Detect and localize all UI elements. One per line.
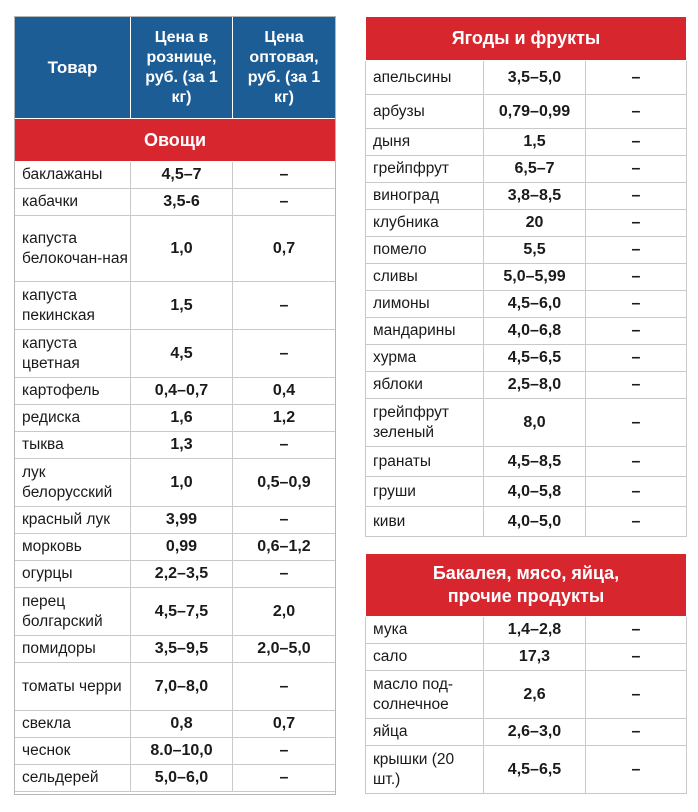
table-row <box>15 534 336 561</box>
wholesale-price: – <box>586 183 687 210</box>
table-row <box>366 156 687 183</box>
wholesale-price: – <box>586 477 687 507</box>
section-title-vegetables: Овощи <box>15 119 336 162</box>
column-header-retail-price: Цена в рознице, руб. (за 1 кг) <box>131 17 233 119</box>
product-name: яблоки <box>366 372 484 399</box>
table-row <box>366 183 687 210</box>
table-row <box>15 459 336 507</box>
table-row <box>366 345 687 372</box>
table-row <box>366 671 687 719</box>
wholesale-price: – <box>233 561 336 588</box>
product-name: грейпфрут зеленый <box>366 399 484 447</box>
wholesale-price: – <box>233 663 336 711</box>
wholesale-price: – <box>586 210 687 237</box>
wholesale-price: 0,5–0,9 <box>233 459 336 507</box>
product-name: морковь <box>15 534 131 561</box>
wholesale-price: – <box>233 765 336 792</box>
retail-price: 0,8 <box>131 711 233 738</box>
retail-price: 1,0 <box>131 459 233 507</box>
retail-price: 1,5 <box>484 129 586 156</box>
product-name: чеснок <box>15 738 131 765</box>
wholesale-price: – <box>233 738 336 765</box>
wholesale-price: – <box>586 345 687 372</box>
grocery-price-table <box>365 553 687 794</box>
product-name: дыня <box>366 129 484 156</box>
table-row <box>15 432 336 459</box>
table-row <box>15 378 336 405</box>
product-name: капуста белокочан-ная <box>15 216 131 282</box>
table-row <box>366 61 687 95</box>
retail-price: 4,5 <box>131 330 233 378</box>
retail-price: 4,5–6,0 <box>484 291 586 318</box>
table-row <box>15 282 336 330</box>
product-name: мука <box>366 617 484 644</box>
table-row <box>366 644 687 671</box>
wholesale-price: – <box>233 189 336 216</box>
product-name: мандарины <box>366 318 484 345</box>
retail-price: 17,3 <box>484 644 586 671</box>
product-name: сливы <box>366 264 484 291</box>
retail-price: 4,5–7 <box>131 162 233 189</box>
product-name: томаты черри <box>15 663 131 711</box>
wholesale-price: – <box>233 507 336 534</box>
product-name: кабачки <box>15 189 131 216</box>
table-row <box>15 561 336 588</box>
wholesale-price: – <box>233 282 336 330</box>
table-row <box>15 162 336 189</box>
retail-price: 7,0–8,0 <box>131 663 233 711</box>
table-row <box>366 372 687 399</box>
retail-price: 4,0–5,8 <box>484 477 586 507</box>
product-name: масло под-солнечное <box>366 671 484 719</box>
wholesale-price: – <box>586 719 687 746</box>
retail-price: 4,0–6,8 <box>484 318 586 345</box>
table-row <box>366 746 687 794</box>
retail-price: 1,4–2,8 <box>484 617 586 644</box>
retail-price: 1,3 <box>131 432 233 459</box>
retail-price: 5,0–5,99 <box>484 264 586 291</box>
retail-price: 6,5–7 <box>484 156 586 183</box>
wholesale-price: 1,2 <box>233 405 336 432</box>
product-name: картофель <box>15 378 131 405</box>
table-row <box>366 719 687 746</box>
table-row <box>15 507 336 534</box>
retail-price: 5,5 <box>484 237 586 264</box>
product-name: груши <box>366 477 484 507</box>
table-row <box>366 617 687 644</box>
wholesale-price: – <box>586 447 687 477</box>
product-name: редиска <box>15 405 131 432</box>
retail-price: 2,2–3,5 <box>131 561 233 588</box>
retail-price: 1,0 <box>131 216 233 282</box>
wholesale-price: – <box>586 671 687 719</box>
retail-price: 0,99 <box>131 534 233 561</box>
table-row <box>15 405 336 432</box>
table-row <box>15 711 336 738</box>
wholesale-price: – <box>586 318 687 345</box>
retail-price: 1,6 <box>131 405 233 432</box>
wholesale-price: – <box>586 156 687 183</box>
vegetables-price-table <box>14 16 336 792</box>
table-row <box>15 738 336 765</box>
product-name: огурцы <box>15 561 131 588</box>
table-row <box>15 765 336 792</box>
product-name: арбузы <box>366 95 484 129</box>
table-row <box>366 507 687 537</box>
product-name: баклажаны <box>15 162 131 189</box>
retail-price: 2,6–3,0 <box>484 719 586 746</box>
retail-price: 3,5-6 <box>131 189 233 216</box>
product-name: капуста пекинская <box>15 282 131 330</box>
wholesale-price: – <box>586 746 687 794</box>
product-name: гранаты <box>366 447 484 477</box>
wholesale-price: – <box>586 291 687 318</box>
wholesale-price: – <box>586 129 687 156</box>
retail-price: 0,4–0,7 <box>131 378 233 405</box>
wholesale-price: 0,7 <box>233 216 336 282</box>
retail-price: 4,0–5,0 <box>484 507 586 537</box>
table-row <box>366 264 687 291</box>
retail-price: 2,5–8,0 <box>484 372 586 399</box>
retail-price: 0,79–0,99 <box>484 95 586 129</box>
retail-price: 5,0–6,0 <box>131 765 233 792</box>
table-row <box>366 318 687 345</box>
product-name: перец болгарский <box>15 588 131 636</box>
wholesale-price: – <box>586 617 687 644</box>
product-name: лук белорусский <box>15 459 131 507</box>
wholesale-price: – <box>586 372 687 399</box>
table-row <box>15 216 336 282</box>
product-name: клубника <box>366 210 484 237</box>
fruits-price-table <box>365 16 687 537</box>
section-title-fruits: Ягоды и фрукты <box>366 17 687 61</box>
retail-price: 20 <box>484 210 586 237</box>
table-row <box>366 447 687 477</box>
table-row <box>15 189 336 216</box>
table-row <box>15 663 336 711</box>
section-title-grocery: Бакалея, мясо, яйца, прочие продукты <box>366 554 687 617</box>
product-name: тыква <box>15 432 131 459</box>
table-row <box>366 210 687 237</box>
product-name: яйца <box>366 719 484 746</box>
retail-price: 3,5–9,5 <box>131 636 233 663</box>
column-header-product: Товар <box>15 17 131 119</box>
retail-price: 2,6 <box>484 671 586 719</box>
product-name: сельдерей <box>15 765 131 792</box>
retail-price: 1,5 <box>131 282 233 330</box>
table-row <box>366 399 687 447</box>
product-name: грейпфрут <box>366 156 484 183</box>
wholesale-price: – <box>233 162 336 189</box>
table-row <box>366 95 687 129</box>
table-row <box>366 237 687 264</box>
wholesale-price: 2,0 <box>233 588 336 636</box>
product-name: крышки (20 шт.) <box>366 746 484 794</box>
wholesale-price: – <box>586 61 687 95</box>
product-name: лимоны <box>366 291 484 318</box>
wholesale-price: – <box>233 432 336 459</box>
product-name: виноград <box>366 183 484 210</box>
table-row <box>366 129 687 156</box>
wholesale-price: – <box>586 237 687 264</box>
wholesale-price: 0,6–1,2 <box>233 534 336 561</box>
wholesale-price: – <box>233 330 336 378</box>
table-row <box>366 291 687 318</box>
retail-price: 3,8–8,5 <box>484 183 586 210</box>
retail-price: 3,5–5,0 <box>484 61 586 95</box>
retail-price: 3,99 <box>131 507 233 534</box>
wholesale-price: 2,0–5,0 <box>233 636 336 663</box>
table-row <box>15 636 336 663</box>
table-row <box>366 477 687 507</box>
table-row <box>15 588 336 636</box>
retail-price: 4,5–8,5 <box>484 447 586 477</box>
product-name: капуста цветная <box>15 330 131 378</box>
product-name: сало <box>366 644 484 671</box>
retail-price: 4,5–6,5 <box>484 345 586 372</box>
wholesale-price: 0,4 <box>233 378 336 405</box>
product-name: апельсины <box>366 61 484 95</box>
product-name: хурма <box>366 345 484 372</box>
product-name: помидоры <box>15 636 131 663</box>
product-name: свекла <box>15 711 131 738</box>
column-header-wholesale-price: Цена оптовая, руб. (за 1 кг) <box>233 17 336 119</box>
wholesale-price: 0,7 <box>233 711 336 738</box>
table-row <box>15 330 336 378</box>
wholesale-price: – <box>586 264 687 291</box>
retail-price: 4,5–6,5 <box>484 746 586 794</box>
wholesale-price: – <box>586 399 687 447</box>
wholesale-price: – <box>586 507 687 537</box>
product-name: красный лук <box>15 507 131 534</box>
product-name: помело <box>366 237 484 264</box>
product-name: киви <box>366 507 484 537</box>
retail-price: 8.0–10,0 <box>131 738 233 765</box>
wholesale-price: – <box>586 95 687 129</box>
retail-price: 8,0 <box>484 399 586 447</box>
wholesale-price: – <box>586 644 687 671</box>
retail-price: 4,5–7,5 <box>131 588 233 636</box>
